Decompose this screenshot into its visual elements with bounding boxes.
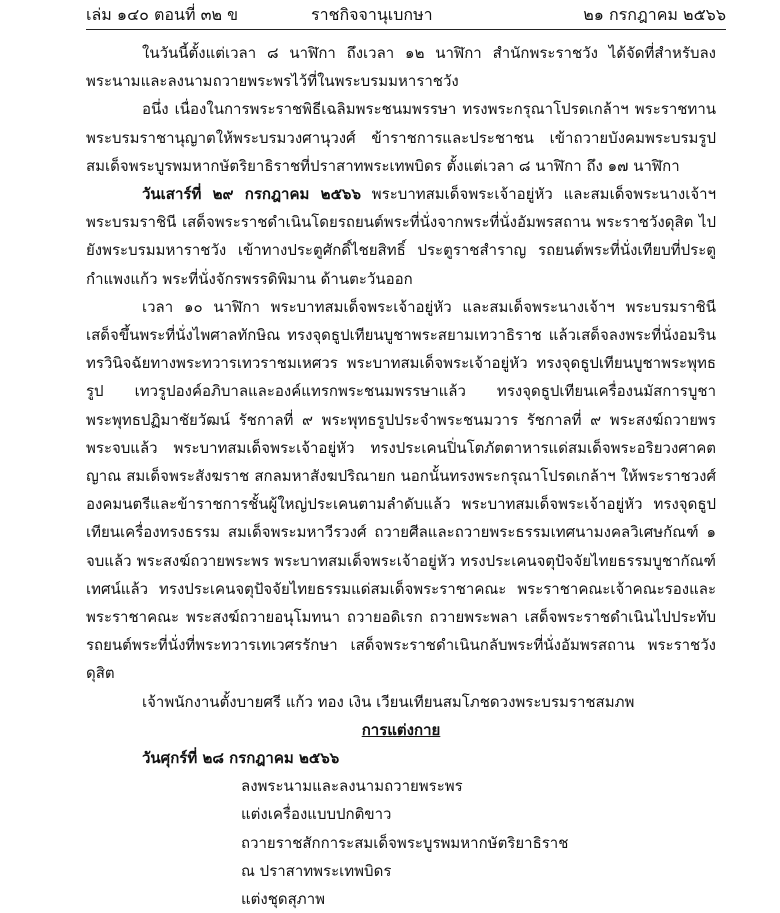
dress-code-title: การแต่งกาย (361, 720, 441, 739)
dress-item: ลงพระนามและลงนามถวายพระพร (241, 777, 463, 796)
header-publication: ราชกิจจานุเบกษา (311, 5, 433, 24)
header-volume: เล่ม ๑๔๐ ตอนที่ ๓๒ ข (86, 5, 239, 24)
dress-item: แต่งชุดสุภาพ (241, 890, 326, 909)
paragraph-baisri: เจ้าพนักงานตั้งบายศรี แก้ว ทอง เงิน เวียนเทียนสมโภชดวงพระบรมราชสมภพ (142, 692, 635, 711)
saturday-text: พระบาทสมเด็จพระเจ้าอยู่หัว และสมเด็จพระนางเจ้าฯ พระบรมราชินี เสด็จพระราชดำเนินโดยรถยนต์พระที่นั่งจากพระที่นั่งอัมพรสถาน พระราชวังดุสิต ไปยังพระบรมมหาราชวัง เข้าทางประตูศักดิ์ไชยสิทธิ์ ประตูราชสำราญ รถยนต์พระที่นั่งเทียบที่ประตูกำแพงแก้ว พระที่นั่งจักรพรรดิพิมาน ด้านตะวันออก (86, 185, 716, 288)
header-date: ๒๑ กรกฎาคม ๒๕๖๖ (583, 5, 726, 24)
paragraph-signing-hours: ในวันนี้ตั้งแต่เวลา ๘ นาฬิกา ถึงเวลา ๑๒ นาฬิกา สำนักพระราชวัง ได้จัดที่สำหรับลงพระนามและลงนามถวายพระพรไว้ที่ในพระบรมมหาราชวัง (86, 44, 716, 91)
paragraph-ceremony: เวลา ๑๐ นาฬิกา พระบาทสมเด็จพระเจ้าอยู่หัว และสมเด็จพระนางเจ้าฯ พระบรมราชินี เสด็จขึ้นพระที่นั่งไพศาลทักษิณ ทรงจุดธูปเทียนบูชาพระสยามเทวาธิราช แล้วเสด็จลงพระที่นั่งอมรินทรวินิจฉัยทางพระทวารเทวราชมเหศวร พระบาทสมเด็จพระเจ้าอยู่หัว ทรงจุดธูปเทียนบูชาพระพุทธรูป เทวรูปองค์อภิบาลและองค์แทรกพระชนมพรรษาแล้ว ทรงจุดธูปเทียนเครื่องนมัสการบูชาพระพุทธปฏิมาชัยวัฒน์ รัชกาลที่ ๙ พระพุทธรูปประจำพระชนมวาร รัชกาลที่ ๙ พระสงฆ์ถวายพรพระจบแล้ว พระบาทสมเด็จพระเจ้าอยู่หัว ทรงประเคนปิ่นโตภัตตาหารแด่สมเด็จพระอริยวงศาคตญาณ สมเด็จพระสังฆราช สกลมหาสังฆปริณายก นอกนั้นทรงพระกรุณาโปรดเกล้าฯ ให้พระราชวงศ์ องคมนตรีและข้าราชการชั้นผู้ใหญ่ประเคนตามลำดับแล้ว พระบาทสมเด็จพระเจ้าอยู่หัว ทรงจุดธูปเทียนเครื่องทรงธรรม สมเด็จพระมหาวีรวงศ์ ถวายศีลและถวายพระธรรมเทศนามงคลวิเศษกัณฑ์ ๑ จบแล้ว พระสงฆ์ถวายพระพร พระบาทสมเด็จพระเจ้าอยู่หัว ทรงประเคนจตุปัจจัยไทยธรรมบูชากัณฑ์เทศน์แล้ว ทรงประเคนจตุปัจจัยไทยธรรมแด่สมเด็จพระราชาคณะ พระราชาคณะเจ้าคณะรองและพระราชาคณะ พระสงฆ์ถวายอนุโมทนา ถวายอดิเรก ถวายพระพลา เสด็จพระราชดำเนินไปประทับรถยนต์พระที่นั่งที่พระทวารเทเวศรรักษา เสด็จพระราชดำเนินกลับพระที่นั่งอัมพรสถาน พระราชวังดุสิต (86, 297, 716, 683)
paragraph-royal-permission: อนึ่ง เนื่องในการพระราชพิธีเฉลิมพระชนมพรรษา ทรงพระกรุณาโปรดเกล้าฯ พระราชทานพระบรมราชานุญาตให้พระบรมวงศานุวงศ์ ข้าราชการและประชาชน เข้าถวายบังคมพระบรมรูปสมเด็จพระบูรพมหากษัตริยาธิราชที่ปราสาทพระเทพบิดร ตั้งแต่เวลา ๘ นาฬิกา ถึง ๑๗ นาฬิกา (86, 100, 716, 175)
paragraph-saturday (86, 180, 716, 293)
dress-code-day: วันศุกร์ที่ ๒๘ กรกฎาคม ๒๕๖๖ (142, 749, 340, 768)
dress-item: แต่งเครื่องแบบปกติขาว (241, 805, 392, 824)
document-body (86, 39, 716, 913)
dress-item: ถวายราชสักการะสมเด็จพระบูรพมหากษัตริยาธิราช (241, 833, 569, 852)
header-divider (86, 29, 726, 30)
saturday-date: วันเสาร์ที่ ๒๙ กรกฎาคม ๒๕๖๖ (142, 185, 361, 204)
page-header (86, 0, 726, 30)
dress-item: ณ ปราสาทพระเทพบิดร (241, 861, 392, 880)
